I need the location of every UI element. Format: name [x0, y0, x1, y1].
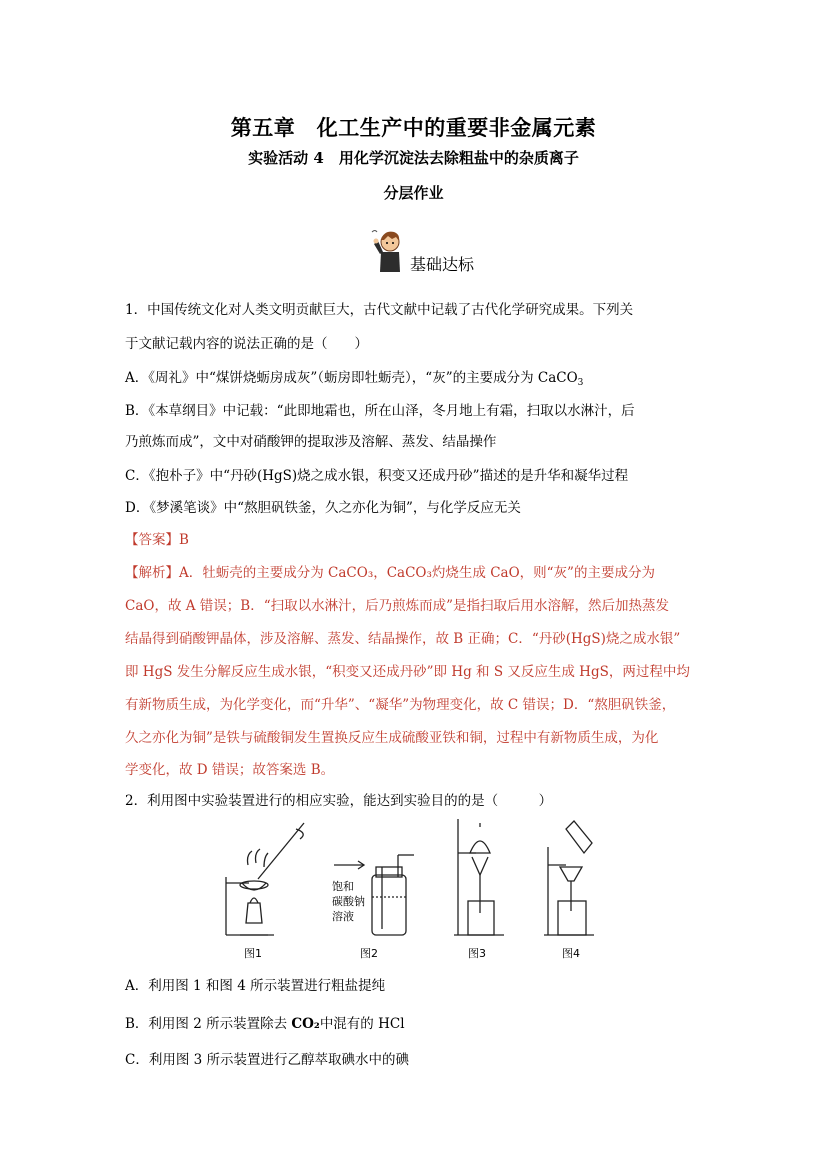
answer-value: B — [179, 532, 189, 548]
fig2-label-3: 溶液 — [332, 910, 354, 923]
q2-option-a: A．利用图 1 和图 4 所示装置进行粗盐提纯 — [125, 978, 386, 994]
q1-option-c: C．《抱朴子》中“丹砂(HgS)烧之成水银，积变又还成丹砂”描述的是升华和凝华过程 — [125, 468, 629, 484]
q1-stem-2: 于文献记载内容的说法正确的是（ ） — [125, 336, 368, 352]
fig-caption-1: 图1 — [244, 947, 262, 960]
fig2-label-2: 碳酸钠 — [332, 895, 365, 908]
section-banner — [370, 228, 530, 274]
fig-caption-3: 图3 — [468, 947, 486, 960]
q1-option-a — [125, 368, 705, 393]
fig2-label-group — [332, 879, 365, 924]
section-label: 基础达标 — [410, 255, 475, 274]
q1-option-b-1: B．《本草纲目》中记载：“此即地霜也，所在山泽，冬月地上有霜，扫取以水淋汁，后 — [125, 403, 635, 419]
thinking-boy-icon — [370, 228, 408, 274]
analysis-tag: 【解析】 — [125, 565, 179, 581]
q2-option-b — [125, 1014, 705, 1034]
apparatus-drawing — [214, 815, 604, 945]
q2-option-b-post: 中混有的 HCl — [319, 1016, 405, 1032]
apparatus-figure — [214, 815, 604, 960]
q1-analysis-2: CaO，故 A 错误；B．“扫取以水淋汁，后乃煎炼而成”是指扫取后用水溶解，然后加热蒸发 — [125, 598, 670, 614]
q1-analysis-3: 结晶得到硝酸钾晶体，涉及溶解、蒸发、结晶操作，故 B 正确；C．“丹砂(HgS)烧之成水银” — [125, 631, 681, 647]
chapter-title: 第五章 化工生产中的重要非金属元素 — [230, 115, 597, 140]
q2-option-c: C．利用图 3 所示装置进行乙醇萃取碘水中的碘 — [125, 1052, 410, 1068]
q1-option-a-sub: 3 — [577, 378, 584, 388]
q2-option-b-co2: CO₂ — [291, 1016, 320, 1032]
q1-analysis-1 — [125, 563, 705, 583]
layer-title: 分层作业 — [383, 184, 444, 202]
fig2-label-1: 饱和 — [332, 880, 354, 893]
q2-option-b-pre: B．利用图 2 所示装置除去 — [125, 1016, 292, 1032]
answer-tag: 【答案】 — [125, 532, 179, 548]
q1-stem-1: 1．中国传统文化对人类文明贡献巨大，古代文献中记载了古代化学研究成果。下列关 — [125, 302, 634, 318]
analysis-line-1: A．牡蛎壳的主要成分为 CaCO₃，CaCO₃灼烧生成 CaO，则“灰”的主要成分为 — [179, 565, 655, 581]
q1-analysis-7: 学变化，故 D 错误；故答案选 B。 — [125, 762, 335, 778]
activity-subtitle: 实验活动 4 用化学沉淀法去除粗盐中的杂质离子 — [248, 149, 579, 167]
q1-analysis-5: 有新物质生成，为化学变化，而“升华”、“凝华”为物理变化，故 C 错误；D．“熬胆矾铁釜， — [125, 697, 676, 713]
q1-answer — [125, 530, 705, 550]
q2-stem: 2．利用图中实验装置进行的相应实验，能达到实验目的的是（ ） — [125, 793, 553, 809]
q1-option-b-2: 乃煎炼而成”，文中对硝酸钾的提取涉及溶解、蒸发、结晶操作 — [125, 434, 497, 450]
q1-option-a-text: A．《周礼》中“煤饼烧蛎房成灰”（蛎房即牡蛎壳），“灰”的主要成分为 CaCO — [125, 370, 578, 386]
fig-caption-4: 图4 — [562, 947, 580, 960]
q1-analysis-6: 久之亦化为铜”是铁与硫酸铜发生置换反应生成硫酸亚铁和铜，过程中有新物质生成，为化 — [125, 730, 659, 746]
fig-caption-2: 图2 — [360, 947, 378, 960]
q1-analysis-4: 即 HgS 发生分解反应生成水银，“积变又还成丹砂”即 Hg 和 S 又反应生成 HgS，两过程中均 — [125, 664, 690, 680]
q1-option-d: D．《梦溪笔谈》中“熬胆矾铁釜，久之亦化为铜”，与化学反应无关 — [125, 500, 521, 516]
